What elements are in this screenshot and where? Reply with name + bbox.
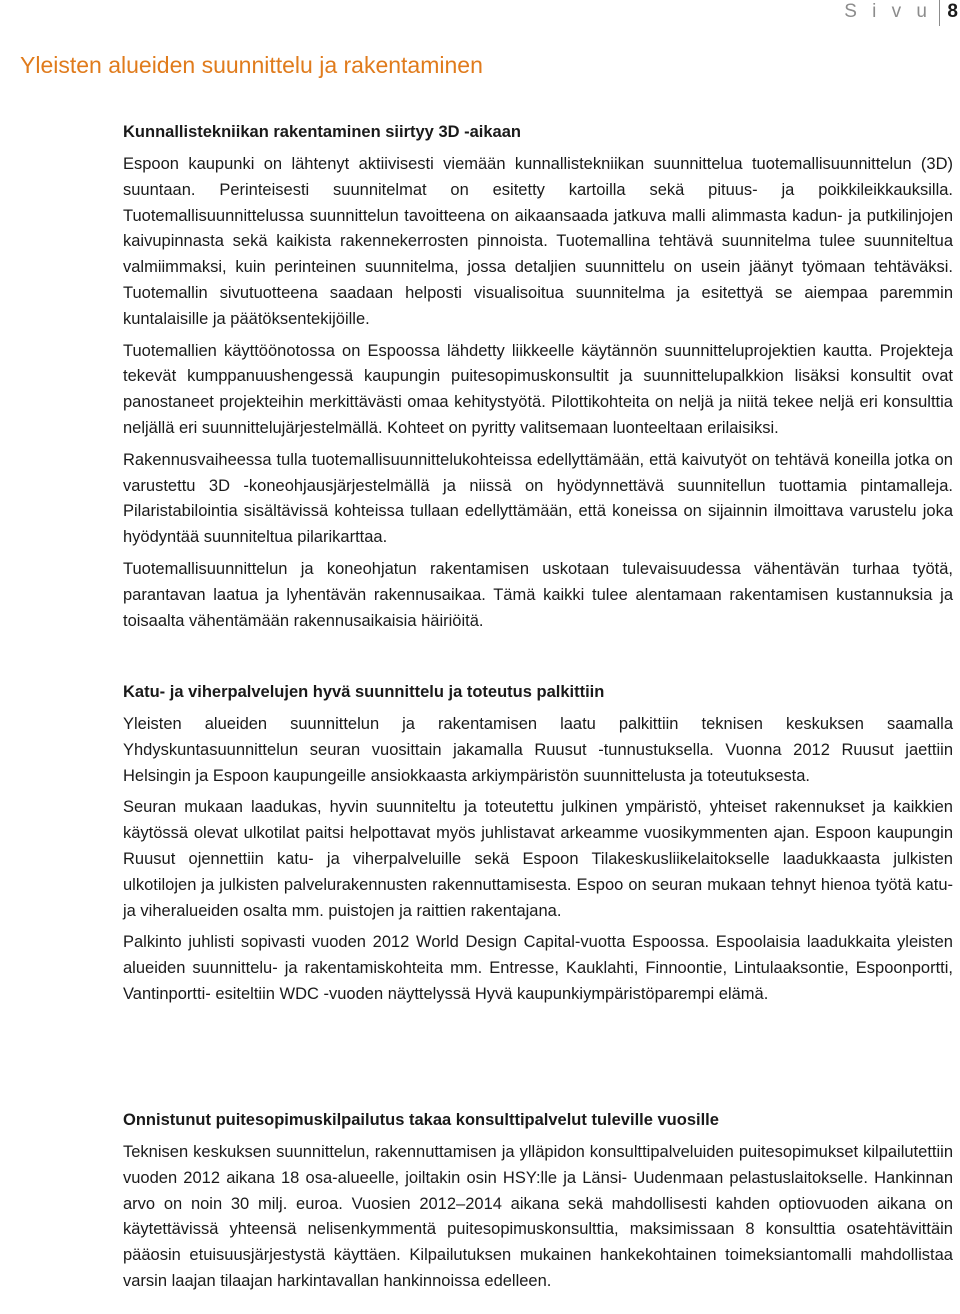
section-framework-agreement	[123, 1108, 953, 1301]
paragraph: Espoon kaupunki on lähtenyt aktiivisesti viemään kunnallistekniikan suunnittelua tuotemallisuunnittelun (3D) suuntaan. Perinteisesti suunnitelmat on esitetty kartoilla sekä pituus- ja poikkileikkauksilla. Tuotemallisuunnittelussa suunnittelun tavoitteena on aikaansaada jatkuva malli alimmasta kadun- ja putkilinjojen kaivupinnasta sekä kaikista rakennekerrosten pinnoista. Tuotemallina tehtävä suunnitelma tulee suunniteltua valmiimmaksi, kuin perinteinen suunnitelma, jossa detaljien suunnittelu on usein jäänyt työmaan tehtäväksi. Tuotemallin sivutuotteena saadaan helposti visualisoitua suunnitelma ja esitettyä se aiempaa paremmin kuntalaisille ja päätöksentekijöille.	[123, 155, 953, 328]
section-heading: Katu- ja viherpalvelujen hyvä suunnittelu ja toteutus palkittiin	[123, 683, 605, 701]
paragraph: Tuotemallisuunnittelun ja koneohjatun rakentamisen uskotaan tulevaisuudessa vähentävän turhaa työtä, parantavan laatua ja lyhentävän rakennusaikaa. Tämä kaikki tulee alentamaan rakentamisen kustannuksia ja toisaalta vähentämään rakennusaikaisia häiriöitä.	[123, 559, 953, 630]
paragraph: Palkinto juhlisti sopivasti vuoden 2012 World Design Capital-vuotta Espoossa. Espoolaisia laadukkaita yleisten alueiden suunnittelu- ja rakentamiskohteita mm. Entresse, Kauklahti, Finnoontie, Lintulaaksontie, Espoonportti, Vantinportti- esiteltiin WDC -vuoden näyttelyssä Hyvä kaupunkiympäristöparempi elämä.	[123, 933, 953, 1003]
page-header	[0, 0, 960, 30]
section-3d-construction	[123, 120, 953, 640]
section-heading: Kunnallistekniikan rakentaminen siirtyy 3D -aikaan	[123, 123, 521, 141]
section-heading: Onnistunut puitesopimuskilpailutus takaa konsulttipalvelut tuleville vuosille	[123, 1111, 719, 1129]
paragraph: Tuotemallien käyttöönotossa on Espoossa lähdetty liikkeelle käytännön suunnitteluprojektien kautta. Projekteja tekevät kumppanuushengessä kaupungin puitesopimuskonsultit ja suunnittelupalkkion lisäksi konsultit ovat panostaneet projekteihin merkittävästi omaa kehitystyötä. Pilottikohteita on neljä ja niitä tekee neljä eri konsulttia neljällä eri suunnittelujärjestelmällä. Kohteet on pyritty valitsemaan luonteeltaan erilaisiksi.	[123, 341, 953, 437]
paragraph: Seuran mukaan laadukas, hyvin suunniteltu ja toteutettu julkinen ympäristö, yhteiset rakennukset ja kaikkien käytössä olevat ulkotilat paitsi helpottavat myös juhlistavat arkeamme vuosikymmenten ajan. Espoon kaupungin Ruusut ojennettiin katu- ja viherpalveluille sekä Espoon Tilakeskusliikelaitokselle laadukkaasta julkisten ulkotilojen ja julkisten palvelurakennusten rakennuttamisesta. Espoo on seuran mukaan tehnyt hienoa työtä katu- ja viheralueiden osalta mm. puistojen ja raittien rakentajana.	[123, 798, 953, 920]
section-award	[123, 680, 953, 1014]
page-title: Yleisten alueiden suunnittelu ja rakentaminen	[20, 52, 483, 78]
page-label: S i v u	[844, 1, 932, 22]
paragraph: Teknisen keskuksen suunnittelun, rakennuttamisen ja ylläpidon konsulttipalveluiden puitesopimukset kilpailutettiin vuoden 2012 aikana 18 osa-alueelle, joiltakin osin HSY:lle ja Länsi- Uudenmaan pelastuslaitokselle. Hankinnan arvo on noin 30 milj. euroa. Vuosien 2012–2014 aikana sekä mahdollisesti kahden optiovuoden aikana on käytettävissä yhteensä nelisenkymmentä puitesopimuskonsulttia, maksimissaan 8 konsulttia osatehtävittäin pääosin etuisuusjärjestystä käyttäen. Kilpailutuksen mukainen hankekohtainen toimeksiantomalli mahdollistaa varsin laajan tilaajan harkintavallan hankinnoissa edelleen.	[123, 1143, 953, 1290]
page-number: 8	[939, 0, 958, 26]
paragraph: Yleisten alueiden suunnittelun ja rakentamisen laatu palkittiin teknisen keskuksen saamalla Yhdyskuntasuunnittelun seuran vuosittain jakamalla Ruusut -tunnustuksella. Vuonna 2012 Ruusut jaettiin Helsingin ja Espoon kaupungeille ansiokkaasta arkiympäristön suunnittelusta ja toteutuksesta.	[123, 715, 953, 785]
paragraph: Rakennusvaiheessa tulla tuotemallisuunnittelukohteissa edellyttämään, että kaivutyöt on tehtävä koneilla jotka on varustettu 3D -koneohjausjärjestelmällä ja niissä on hyödynnettävä suunnitellun tuottamia pintamalleja. Pilaristabilointia sisältävissä kohteissa tullaan edellyttämään, että koneissa on sijainnin ilmoittava varustelu joka hyödyntää suunniteltua pilarikarttaa.	[123, 450, 953, 547]
